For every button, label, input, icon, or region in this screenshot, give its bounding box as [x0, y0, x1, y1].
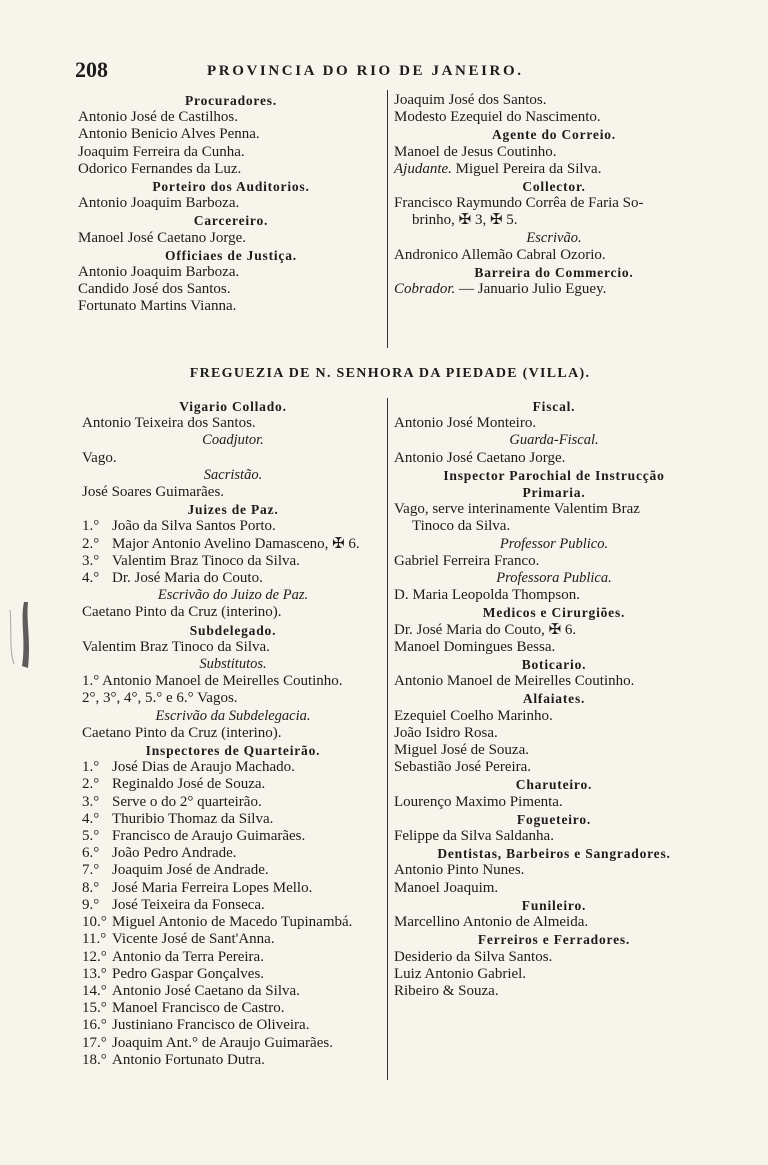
medicos-heading: Medicos e Cirurgiões.: [482, 605, 626, 621]
list-item: 6.° João Pedro Andrade.: [82, 845, 237, 862]
list-item: Ezequiel Coelho Marinho.: [394, 707, 553, 724]
column-divider: [387, 398, 388, 1080]
list-item: 7.° Joaquim José de Andrade.: [82, 862, 269, 879]
list-item: 1.° Antonio Manoel de Meirelles Coutinho.: [82, 673, 343, 690]
inspector-heading-cont: Primaria.: [522, 485, 586, 501]
escrivao-label: Escrivão.: [526, 229, 582, 246]
list-item: [394, 161, 714, 178]
ajudante-name: Miguel Pereira da Silva.: [455, 160, 602, 177]
column-divider: [387, 90, 388, 348]
inspector-heading: Inspector Parochial de Instrucção: [443, 467, 665, 483]
list-item: 1.° João da Silva Santos Porto.: [82, 518, 276, 535]
list-item: Antonio José Caetano Jorge.: [394, 449, 566, 466]
list-item: Modesto Ezequiel do Nascimento.: [394, 109, 601, 126]
margin-mark: [6, 600, 32, 670]
top-right-column: [394, 92, 714, 298]
list-item: Manoel Joaquim.: [394, 879, 499, 896]
substitutos-label: Substitutos.: [199, 656, 267, 673]
list-item: 15.° Manoel Francisco de Castro.: [82, 1000, 285, 1017]
list-item: 10.° Miguel Antonio de Macedo Tupinambá.: [82, 914, 353, 931]
list-item: Joaquim Ferreira da Cunha.: [78, 143, 245, 160]
list-item: Sebastião José Pereira.: [394, 759, 532, 776]
procuradores-heading: Procuradores.: [184, 93, 277, 108]
list-item: Antonio Joaquim Barboza.: [78, 264, 240, 281]
dentistas-heading: Dentistas, Barbeiros e Sangradores.: [437, 846, 671, 862]
list-item: Antonio José Monteiro.: [394, 415, 537, 432]
bottom-left-column: [82, 398, 384, 1069]
cobrador-label: Cobrador.: [394, 281, 456, 298]
list-item: [394, 281, 714, 298]
cobrador-name: — Januario Julio Eguey.: [459, 281, 607, 298]
list-item: 2.° Major Antonio Avelino Damasceno, ✠ 6.: [82, 535, 360, 552]
list-item: Manoel de Jesus Coutinho.: [394, 143, 557, 160]
list-item: Gabriel Ferreira Franco.: [394, 552, 540, 569]
list-item: Miguel José de Souza.: [394, 742, 529, 759]
list-item: 2°, 3°, 4°, 5.° e 6.° Vagos.: [82, 690, 238, 707]
list-item: 18.° Antonio Fortunato Dutra.: [82, 1051, 265, 1068]
list-item: Ribeiro & Souza.: [394, 982, 499, 999]
list-item: Desiderio da Silva Santos.: [394, 948, 553, 965]
list-item: Caetano Pinto da Cruz (interino).: [82, 724, 282, 741]
list-item: Joaquim José dos Santos.: [394, 92, 547, 108]
list-item: 17.° Joaquim Ant.° de Araujo Guimarães.: [82, 1034, 333, 1051]
vigario-heading: Vigario Collado.: [179, 399, 287, 414]
list-item: 1.° José Dias de Araujo Machado.: [82, 759, 295, 776]
list-item: D. Maria Leopolda Thompson.: [394, 587, 580, 604]
running-title: PROVINCIA DO RIO DE JANEIRO.: [207, 63, 524, 79]
list-item: Odorico Fernandes da Luz.: [78, 160, 242, 177]
list-item: Dr. José Maria do Couto, ✠ 6.: [394, 621, 577, 638]
charuteiro-heading: Charuteiro.: [515, 777, 593, 793]
list-item: Manoel José Caetano Jorge.: [78, 229, 247, 246]
fogueteiro-heading: Fogueteiro.: [516, 811, 592, 827]
list-item: 12.° Antonio da Terra Pereira.: [82, 948, 264, 965]
fiscal-heading: Fiscal.: [532, 399, 576, 414]
correio-heading: Agente do Correio.: [491, 127, 616, 143]
list-item: 9.° José Teixeira da Fonseca.: [82, 896, 265, 913]
carcereiro-heading: Carcereiro.: [193, 213, 269, 229]
list-item: Felippe da Silva Saldanha.: [394, 828, 554, 845]
list-item: Luiz Antonio Gabriel.: [394, 965, 527, 982]
list-item: brinho, ✠ 3, ✠ 5.: [412, 212, 518, 229]
bottom-right-column: [394, 398, 714, 1000]
sacristao-label: Sacristão.: [203, 466, 263, 483]
list-item: Valentim Braz Tinoco da Silva.: [82, 638, 270, 655]
list-item: José Soares Guimarães.: [82, 484, 225, 501]
guarda-label: Guarda-Fiscal.: [509, 432, 599, 449]
list-item: 11.° Vicente José de Sant'Anna.: [82, 931, 275, 948]
collector-heading: Collector.: [522, 179, 586, 195]
list-item: João Isidro Rosa.: [394, 724, 498, 741]
officiaes-heading: Officiaes de Justiça.: [165, 247, 297, 263]
page-number: 208: [75, 57, 108, 82]
list-item: 3.° Serve o do 2° quarteirão.: [82, 793, 262, 810]
escrivao-juizo-label: Escrivão do Juizo de Paz.: [157, 587, 309, 604]
inspectores-list: [82, 759, 384, 1069]
list-item: 16.° Justiniano Francisco de Oliveira.: [82, 1017, 310, 1034]
list-item: Antonio Manoel de Meirelles Coutinho.: [394, 673, 635, 690]
alfaiates-heading: Alfaiates.: [522, 691, 586, 707]
list-item: Vago.: [82, 449, 117, 466]
list-item: 2.° Reginaldo José de Souza.: [82, 776, 266, 793]
subdelegado-heading: Subdelegado.: [189, 622, 277, 638]
list-item: Francisco Raymundo Corrêa de Faria So-: [394, 195, 644, 212]
list-item: 5.° Francisco de Araujo Guimarães.: [82, 828, 306, 845]
list-item: Caetano Pinto da Cruz (interino).: [82, 604, 282, 621]
barreira-heading: Barreira do Commercio.: [474, 265, 634, 281]
list-item: Lourenço Maximo Pimenta.: [394, 793, 563, 810]
list-item: Fortunato Martins Vianna.: [78, 298, 237, 315]
professora-label: Professora Publica.: [496, 570, 612, 587]
ajudante-label: Ajudante.: [394, 160, 452, 177]
ferreiros-heading: Ferreiros e Ferradores.: [477, 932, 631, 948]
section-title: FREGUEZIA DE N. SENHORA DA PIEDADE (VILLA).: [189, 366, 591, 381]
list-item: Antonio Joaquim Barboza.: [78, 195, 240, 212]
list-item: 8.° José Maria Ferreira Lopes Mello.: [82, 879, 313, 896]
escrivao-sub-label: Escrivão da Subdelegacia.: [155, 707, 311, 724]
list-item: Antonio José de Castilhos.: [78, 109, 238, 126]
list-item: Antonio Pinto Nunes.: [394, 862, 525, 879]
list-item: 3.° Valentim Braz Tinoco da Silva.: [82, 552, 300, 569]
list-item: Manoel Domingues Bessa.: [394, 638, 556, 655]
inspectores-heading: Inspectores de Quarteirão.: [145, 743, 321, 759]
list-item: 13.° Pedro Gaspar Gonçalves.: [82, 965, 265, 982]
boticario-heading: Boticario.: [521, 657, 587, 673]
funileiro-heading: Funileiro.: [521, 897, 587, 913]
list-item: Antonio Benicio Alves Penna.: [78, 126, 260, 143]
page-header: [75, 57, 715, 87]
coadjutor-label: Coadjutor.: [202, 432, 264, 449]
list-item: Candido José dos Santos.: [78, 281, 231, 298]
list-item: Vago, serve interinamente Valentim Braz: [394, 501, 640, 518]
juizes-heading: Juizes de Paz.: [187, 502, 279, 518]
list-item: 14.° Antonio José Caetano da Silva.: [82, 982, 300, 999]
list-item: 4.° Thuribio Thomaz da Silva.: [82, 810, 274, 827]
professor-label: Professor Publico.: [499, 535, 609, 552]
list-item: 4.° Dr. José Maria do Couto.: [82, 570, 263, 587]
list-item: Marcellino Antonio de Almeida.: [394, 914, 589, 931]
porteiro-heading: Porteiro dos Auditorios.: [152, 179, 310, 195]
list-item: Tinoco da Silva.: [412, 518, 511, 535]
list-item: Andronico Allemão Cabral Ozorio.: [394, 246, 606, 263]
top-left-column: [78, 92, 384, 316]
list-item: Antonio Teixeira dos Santos.: [82, 415, 256, 432]
